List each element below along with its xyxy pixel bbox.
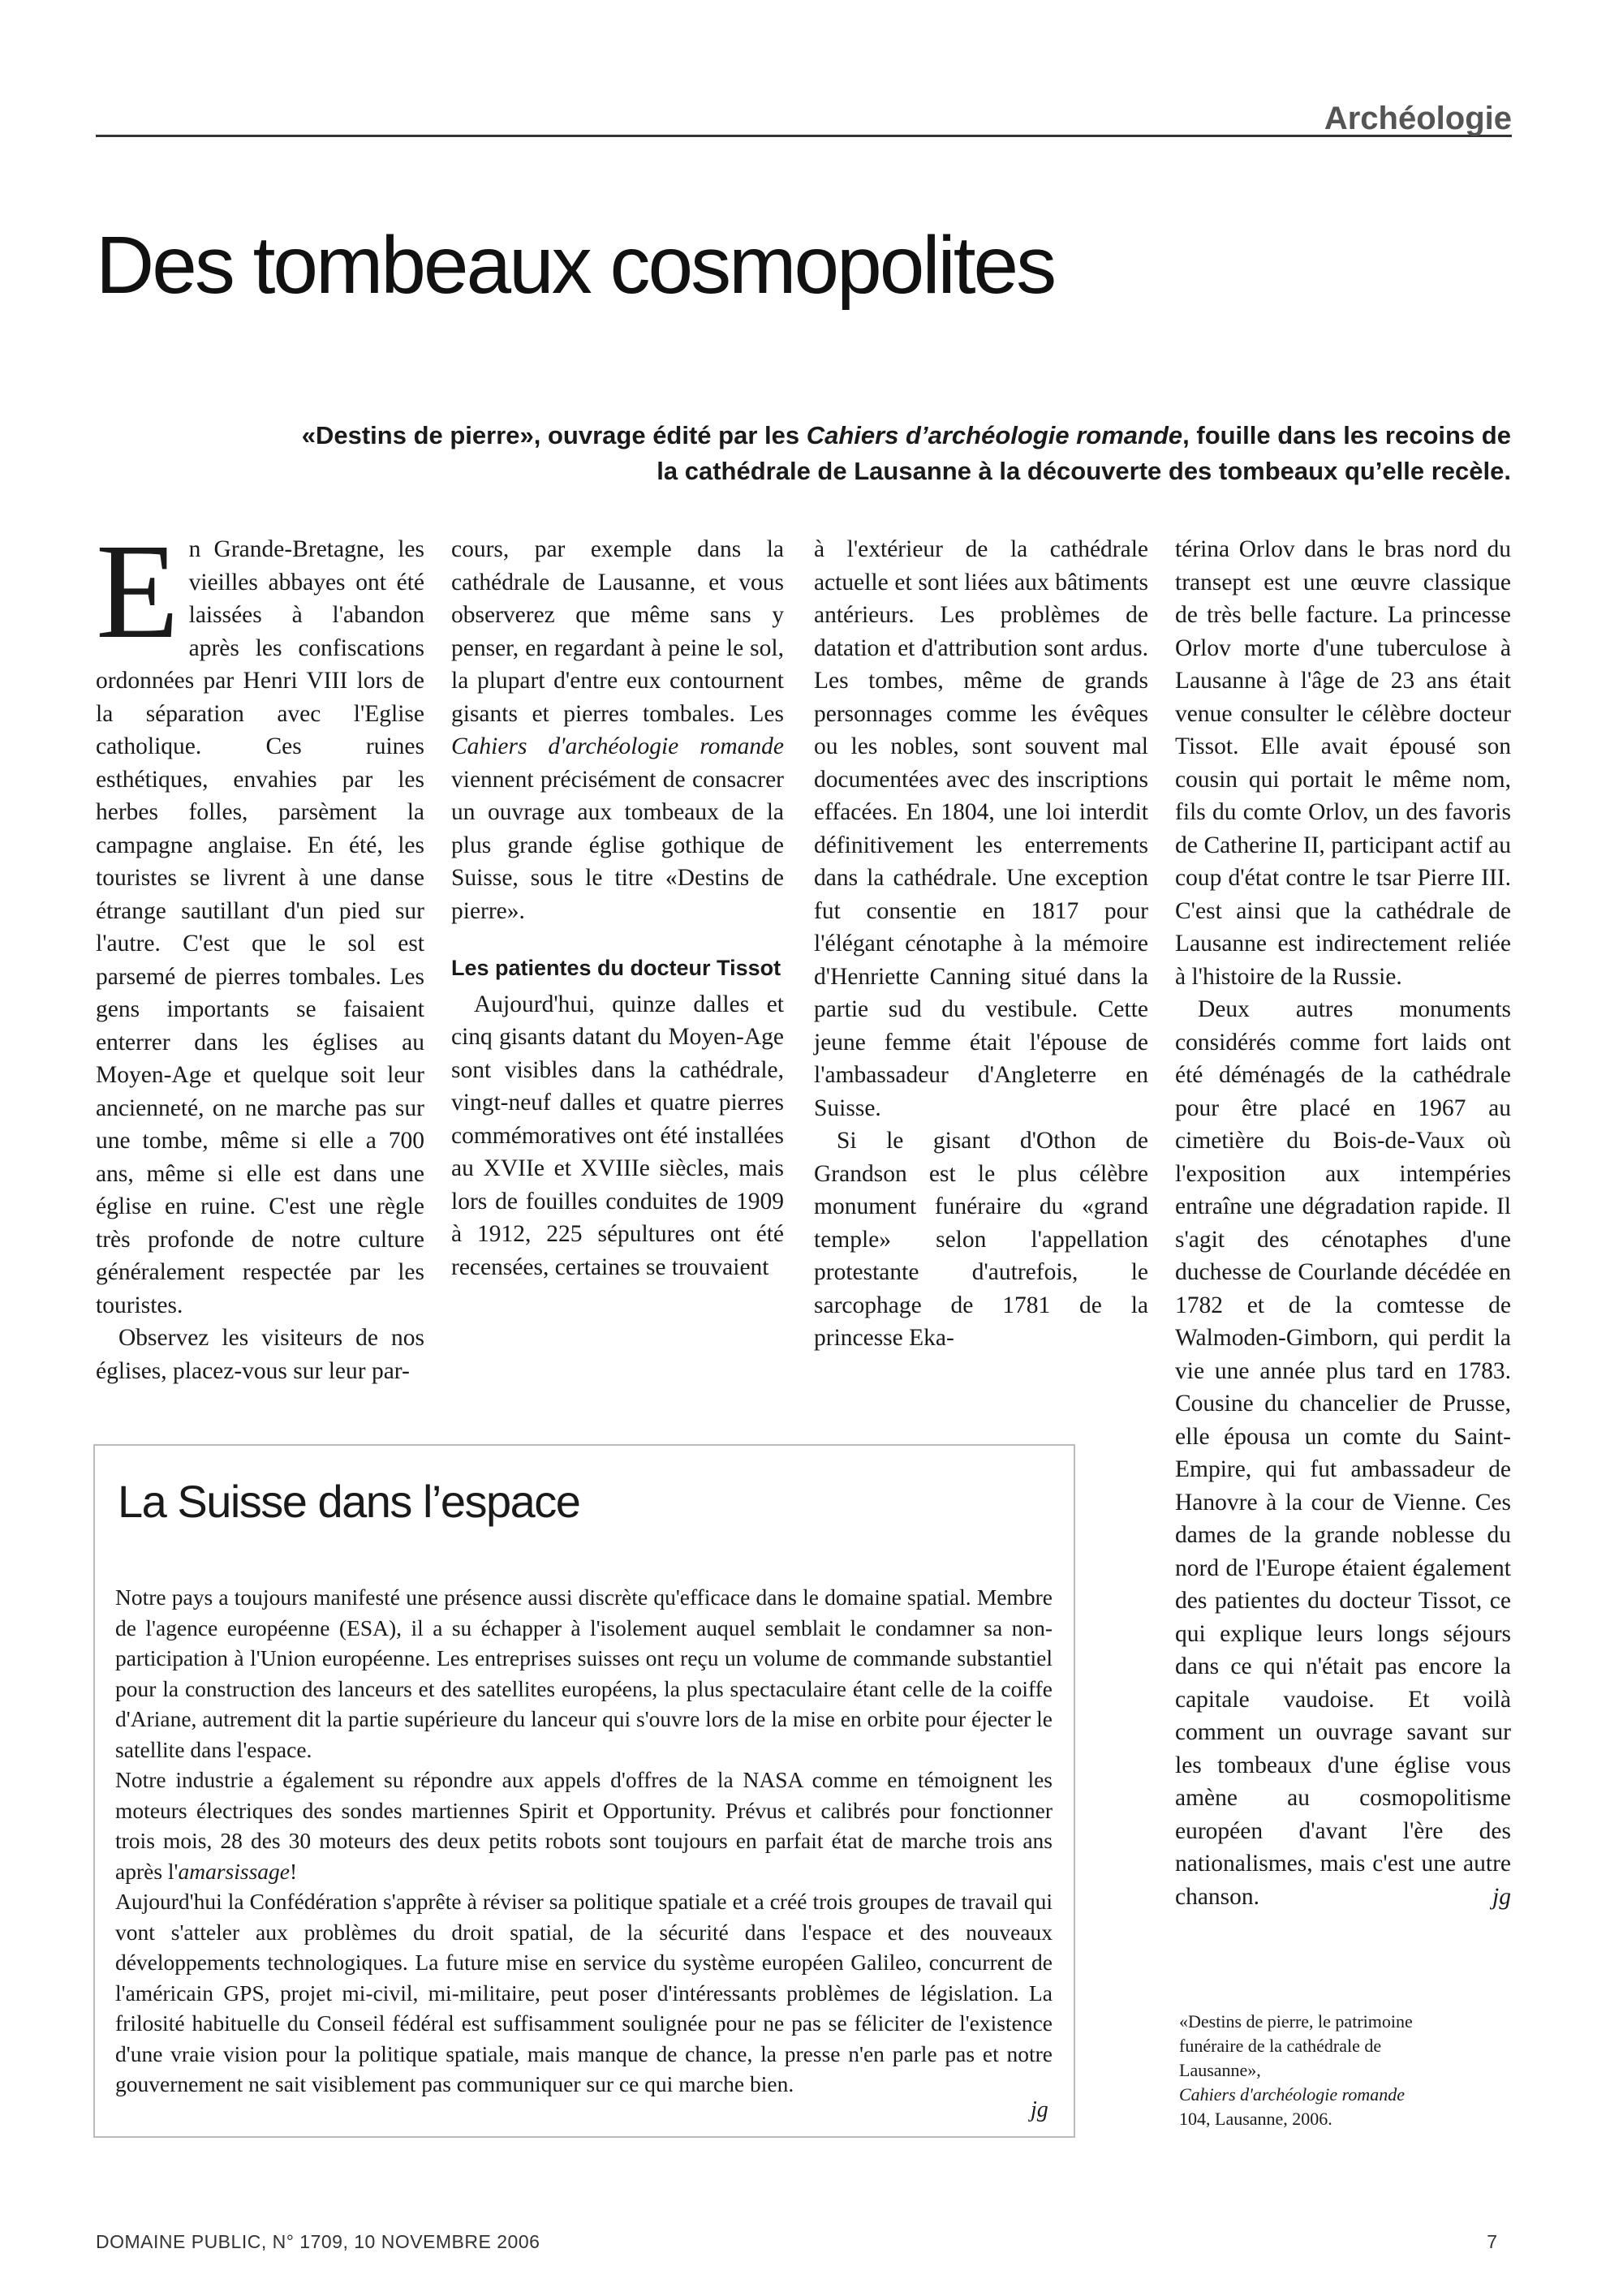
- sidebar-box-text: [115, 1582, 1053, 2100]
- lead-italic: Cahiers d’archéologie romande: [806, 421, 1183, 449]
- sidebar-box-title: La Suisse dans l’espace: [118, 1476, 580, 1527]
- lead-text-1: «Destins de pierre», ouvrage édité par les: [301, 421, 807, 449]
- article-lead: [292, 418, 1511, 489]
- article-column-2: [451, 533, 784, 1283]
- article-paragraph: Si le gisant d'Othon de Grandson est le plus célèbre monument funéraire du «grand temple» selon l'appellation protestante d'autrefois, le sarcophage de 1781 de la princesse Eka-: [814, 1128, 1148, 1351]
- sidebar-paragraph: Notre industrie a également su répondre aux appels d'offres de la NASA comme en témoignent les moteurs électriques des sondes martiennes Spirit et Opportunity. Prévus et calibrés pour fonctionner trois mois, 28 des 30 moteurs des deux petits robots sont toujours en parfait état de marche trois ans après l'amarsissage!: [115, 1767, 1053, 1884]
- article-column-1: [96, 516, 424, 1387]
- article-paragraph: En Grande-Bretagne, les vieilles abbayes ont été laissées à l'abandon après les confiscations ordonnées par Henri VIII lors de la séparation avec l'Eglise catholique. Ces ruines esthétiques, envahies par les herbes folles, parsèment la campagne anglaise. En été, les touristes se livrent à une danse étrange sautillant d'un pied sur l'autre. C'est que le sol est parsemé de pierres tombales. Les gens importants se faisaient enterrer dans les églises au Moyen-Age et quelque soit leur ancienneté, on ne marche pas sur une tombe, même si elle a 700 ans, même si elle est dans une église en ruine. C'est une règle très profonde de notre culture généralement respectée par les touristes.: [96, 516, 424, 1318]
- article-paragraph: térina Orlov dans le bras nord du transept est une œuvre classique de très belle facture. La princesse Orlov morte d'une tuberculose à Lausanne à l'âge de 23 ans était venue consulter le célèbre docteur Tissot. Elle avait épousé son cousin qui portait le même nom, fils du comte Orlov, un des favoris de Catherine II, participant actif au coup d'état contre le tsar Pierre III. C'est ainsi que la cathédrale de Lausanne est indirectement reliée à l'histoire de la Russie.: [1175, 536, 1511, 990]
- sidebar-signature: jg: [1031, 2097, 1048, 2122]
- article-paragraph: cours, par exemple dans la cathédrale de Lausanne, et vous observerez que même sans y penser, en regardant à peine le sol, la plupart d'entre eux contournent gisants et pierres tombales. Les Cahiers d'archéologie romande viennent précisément de consacrer un ouvrage aux tombeaux de la plus grande église gothique de Suisse, sous le titre «Destins de pierre».: [451, 536, 784, 924]
- section-rule: [96, 135, 1512, 137]
- drop-cap: E: [96, 516, 179, 667]
- article-signature: jg: [1492, 1883, 1511, 1910]
- article-paragraph: Observez les visiteurs de nos églises, placez-vous sur leur par-: [96, 1325, 424, 1384]
- article-paragraph: à l'extérieur de la cathédrale actuelle et sont liées aux bâtiments antérieurs. Les problèmes de datation et d'attribution sont ardus. Les tombes, même de grands personnages comme les évêques ou les nobles, sont souvent mal documentées avec des inscriptions effacées. En 1804, une loi interdit définitivement les enterrements dans la cathédrale. Une exception fut consentie en 1817 pour l'élégant cénotaphe à la mémoire d'Henriette Canning situé dans la partie sud du vestibule. Cette jeune femme était l'épouse de l'ambassadeur d'Angleterre en Suisse.: [814, 536, 1148, 1121]
- article-column-3: [814, 533, 1148, 1355]
- article-title: Des tombeaux cosmopolites: [96, 220, 1055, 311]
- section-label: Archéologie: [1324, 101, 1512, 136]
- lead-text-2: , fouille dans les recoins de la cathédrale de Lausanne à la découverte des tombeaux qu’elle recèle.: [657, 421, 1511, 485]
- footer-publication: DOMAINE PUBLIC, N° 1709, 10 NOVEMBRE 2006: [96, 2231, 540, 2252]
- article-paragraph: Deux autres monuments considérés comme fort laids ont été déménagés de la cathédrale pour être placé en 1967 au cimetière du Bois-de-Vaux où l'exposition aux intempéries entraîne une dégradation rapide. Il s'agit des cénotaphes d'une duchesse de Courlande décédée en 1782 et de la comtesse de Walmoden-Gimborn, qui perdit la vie une année plus tard en 1783. Cousine du chancelier de Prusse, elle épousa un comte du Saint-Empire, qui fut ambassadeur de Hanovre à la cour de Vienne. Ces dames de la grande noblesse du nord de l'Europe étaient également des patientes du docteur Tissot, ce qui explique leurs longs séjours dans ce qui n'était pas encore la capitale vaudoise. Et voilà comment un ouvrage savant sur les tombeaux d'une église vous amène au cosmopolitisme européen d'avant l'ère des nationalismes, mais c'est une autre chanson. jg: [1175, 993, 1511, 1913]
- sidebar-paragraph: Aujourd'hui la Confédération s'apprête à réviser sa politique spatiale et a créé trois groupes de travail qui vont s'atteler aux problèmes du droit spatial, de la sécurité dans l'espace et des nouveaux développements technologiques. La future mise en service du système européen Galileo, concurrent de l'américain GPS, projet mi-civil, mi-militaire, peut poser d'intéressants problèmes de législation. La frilosité habituelle du Conseil fédéral est suffisamment soulignée pour ne pas se féliciter de l'existence d'une vraie vision pour la politique spatiale, mais manque de chance, la presse n'en parle pas et notre gouvernement ne sait visiblement pas communiquer sur ce qui marche bien.: [115, 1889, 1053, 2096]
- book-reference: «Destins de pierre, le patrimoine funéraire de la cathédrale de Lausanne», Cahiers d'archéologie romande 104, Lausanne, 2006.: [1179, 2011, 1413, 2129]
- article-column-4: [1175, 533, 1511, 1913]
- article-paragraph: Aujourd'hui, quinze dalles et cinq gisants datant du Moyen-Age sont visibles dans la cathédrale, vingt-neuf dalles et quatre pierres commémoratives ont été installées au XVIIe et XVIIIe siècles, mais lors de fouilles conduites de 1909 à 1912, 225 sépultures ont été recensées, certaines se trouvaient: [451, 991, 784, 1280]
- sidebar-paragraph: Notre pays a toujours manifesté une présence aussi discrète qu'efficace dans le domaine spatial. Membre de l'agence européenne (ESA), il a su échapper à l'isolement auquel semblait le condamner sa non-participation à l'Union européenne. Les entreprises suisses ont reçu un volume de commande substantiel pour la construction des lanceurs et des satellites européens, la plus spectaculaire étant celle de la coiffe d'Ariane, autrement dit la partie supérieure du lanceur qui s'ouvre lors de la mise en orbite pour éjecter le satellite dans l'espace.: [115, 1584, 1053, 1762]
- article-subheading: Les patientes du docteur Tissot: [451, 956, 781, 980]
- page-number: 7: [1487, 2231, 1497, 2252]
